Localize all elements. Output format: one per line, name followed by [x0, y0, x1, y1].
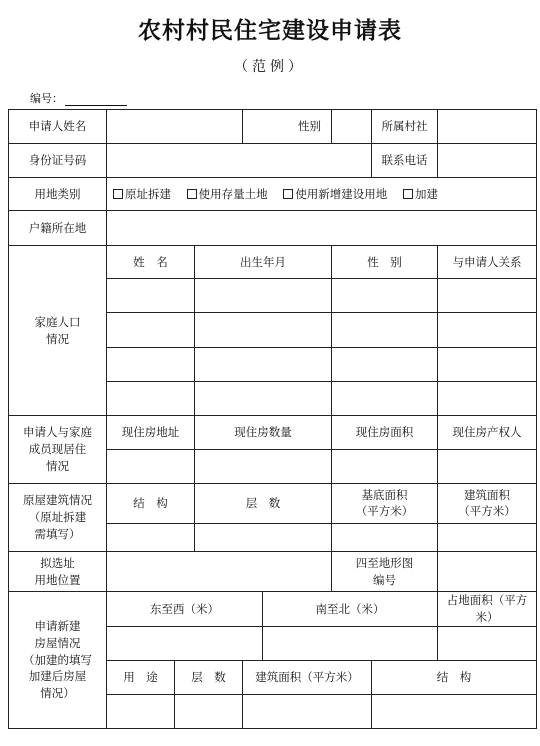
current-cell[interactable]: [107, 449, 195, 483]
original-cell[interactable]: [438, 523, 537, 551]
form-number-label: 编号：: [30, 92, 63, 105]
original-building-label: 原屋建筑情况 （原址拆建 需填写）: [9, 483, 107, 551]
new-cell[interactable]: [107, 626, 263, 660]
land-type-label: 用地类别: [9, 178, 107, 211]
family-label: 家庭人口 情况: [9, 246, 107, 415]
land-area-header: 占地面积（平方米）: [438, 592, 537, 626]
original-build-area-header: 建筑面积 （平方米）: [438, 483, 537, 523]
land-option-2[interactable]: 使用新增建设用地: [283, 187, 387, 201]
form-number-blank[interactable]: [65, 95, 127, 106]
site-field[interactable]: [107, 552, 332, 592]
phone-label: 联系电话: [372, 144, 438, 178]
family-cell[interactable]: [438, 313, 537, 347]
new-cell[interactable]: [175, 694, 243, 728]
family-cell[interactable]: [107, 279, 195, 313]
new-build-area-header: 建筑面积（平方米）: [243, 660, 372, 694]
form-subtitle: （范例）: [234, 59, 306, 75]
original-base-area-header: 基底面积 （平方米）: [332, 483, 438, 523]
site-label: 拟选址 用地位置: [9, 552, 107, 592]
id-number-field[interactable]: [107, 144, 372, 178]
family-cell[interactable]: [438, 347, 537, 381]
use-header: 用 途: [107, 660, 175, 694]
checkbox-icon[interactable]: [283, 189, 293, 199]
land-option-1[interactable]: 使用存量土地: [187, 187, 268, 201]
family-name-header: 姓 名: [107, 246, 195, 279]
gender-label: 性别: [243, 110, 332, 144]
household-address-label: 户籍所在地: [9, 211, 107, 246]
current-owner-header: 现住房产权人: [438, 415, 537, 449]
current-cell[interactable]: [332, 449, 438, 483]
land-type-options: [107, 178, 537, 211]
current-cell[interactable]: [195, 449, 332, 483]
family-cell[interactable]: [107, 347, 195, 381]
current-housing-label: 申请人与家庭 成员现居住 情况: [9, 415, 107, 483]
original-cell[interactable]: [332, 523, 438, 551]
new-structure-header: 结 构: [372, 660, 537, 694]
new-cell[interactable]: [372, 694, 537, 728]
family-cell[interactable]: [332, 313, 438, 347]
family-cell[interactable]: [195, 381, 332, 415]
household-address-field[interactable]: [107, 211, 537, 246]
family-cell[interactable]: [332, 347, 438, 381]
new-cell[interactable]: [438, 626, 537, 660]
current-cell[interactable]: [438, 449, 537, 483]
original-cell[interactable]: [195, 523, 332, 551]
village-field[interactable]: [438, 110, 537, 144]
family-cell[interactable]: [438, 279, 537, 313]
family-cell[interactable]: [107, 313, 195, 347]
current-address-header: 现住房地址: [107, 415, 195, 449]
new-building-label: 申请新建 房屋情况 （加建的填写 加建后房屋 情况）: [9, 592, 107, 729]
checkbox-icon[interactable]: [403, 189, 413, 199]
checkbox-icon[interactable]: [187, 189, 197, 199]
family-birth-header: 出生年月: [195, 246, 332, 279]
land-option-0[interactable]: 原址拆建: [113, 187, 171, 201]
family-cell[interactable]: [107, 381, 195, 415]
form-number: [30, 90, 127, 106]
new-cell[interactable]: [243, 694, 372, 728]
site-map-field[interactable]: [438, 552, 537, 592]
family-cell[interactable]: [332, 381, 438, 415]
east-west-header: 东至西（米）: [107, 592, 263, 626]
village-label: 所属村社: [372, 110, 438, 144]
current-area-header: 现住房面积: [332, 415, 438, 449]
family-cell[interactable]: [195, 347, 332, 381]
family-cell[interactable]: [332, 279, 438, 313]
new-cell[interactable]: [107, 694, 175, 728]
family-cell[interactable]: [195, 279, 332, 313]
applicant-name-label: 申请人姓名: [9, 110, 107, 144]
gender-field[interactable]: [332, 110, 372, 144]
current-count-header: 现住房数量: [195, 415, 332, 449]
application-table: [8, 109, 537, 729]
family-cell[interactable]: [195, 313, 332, 347]
land-option-3[interactable]: 加建: [403, 187, 438, 201]
family-cell[interactable]: [438, 381, 537, 415]
new-cell[interactable]: [263, 626, 438, 660]
south-north-header: 南至北（米）: [263, 592, 438, 626]
original-floors-header: 层 数: [195, 483, 332, 523]
site-map-label: 四至地形图 编号: [332, 552, 438, 592]
family-gender-header: 性 别: [332, 246, 438, 279]
phone-field[interactable]: [438, 144, 537, 178]
new-floors-header: 层 数: [175, 660, 243, 694]
form-title: 农村村民住宅建设申请表: [138, 17, 402, 44]
original-cell[interactable]: [107, 523, 195, 551]
family-relation-header: 与申请人关系: [438, 246, 537, 279]
applicant-name-field[interactable]: [107, 110, 243, 144]
original-structure-header: 结 构: [107, 483, 195, 523]
id-number-label: 身份证号码: [9, 144, 107, 178]
checkbox-icon[interactable]: [113, 189, 123, 199]
